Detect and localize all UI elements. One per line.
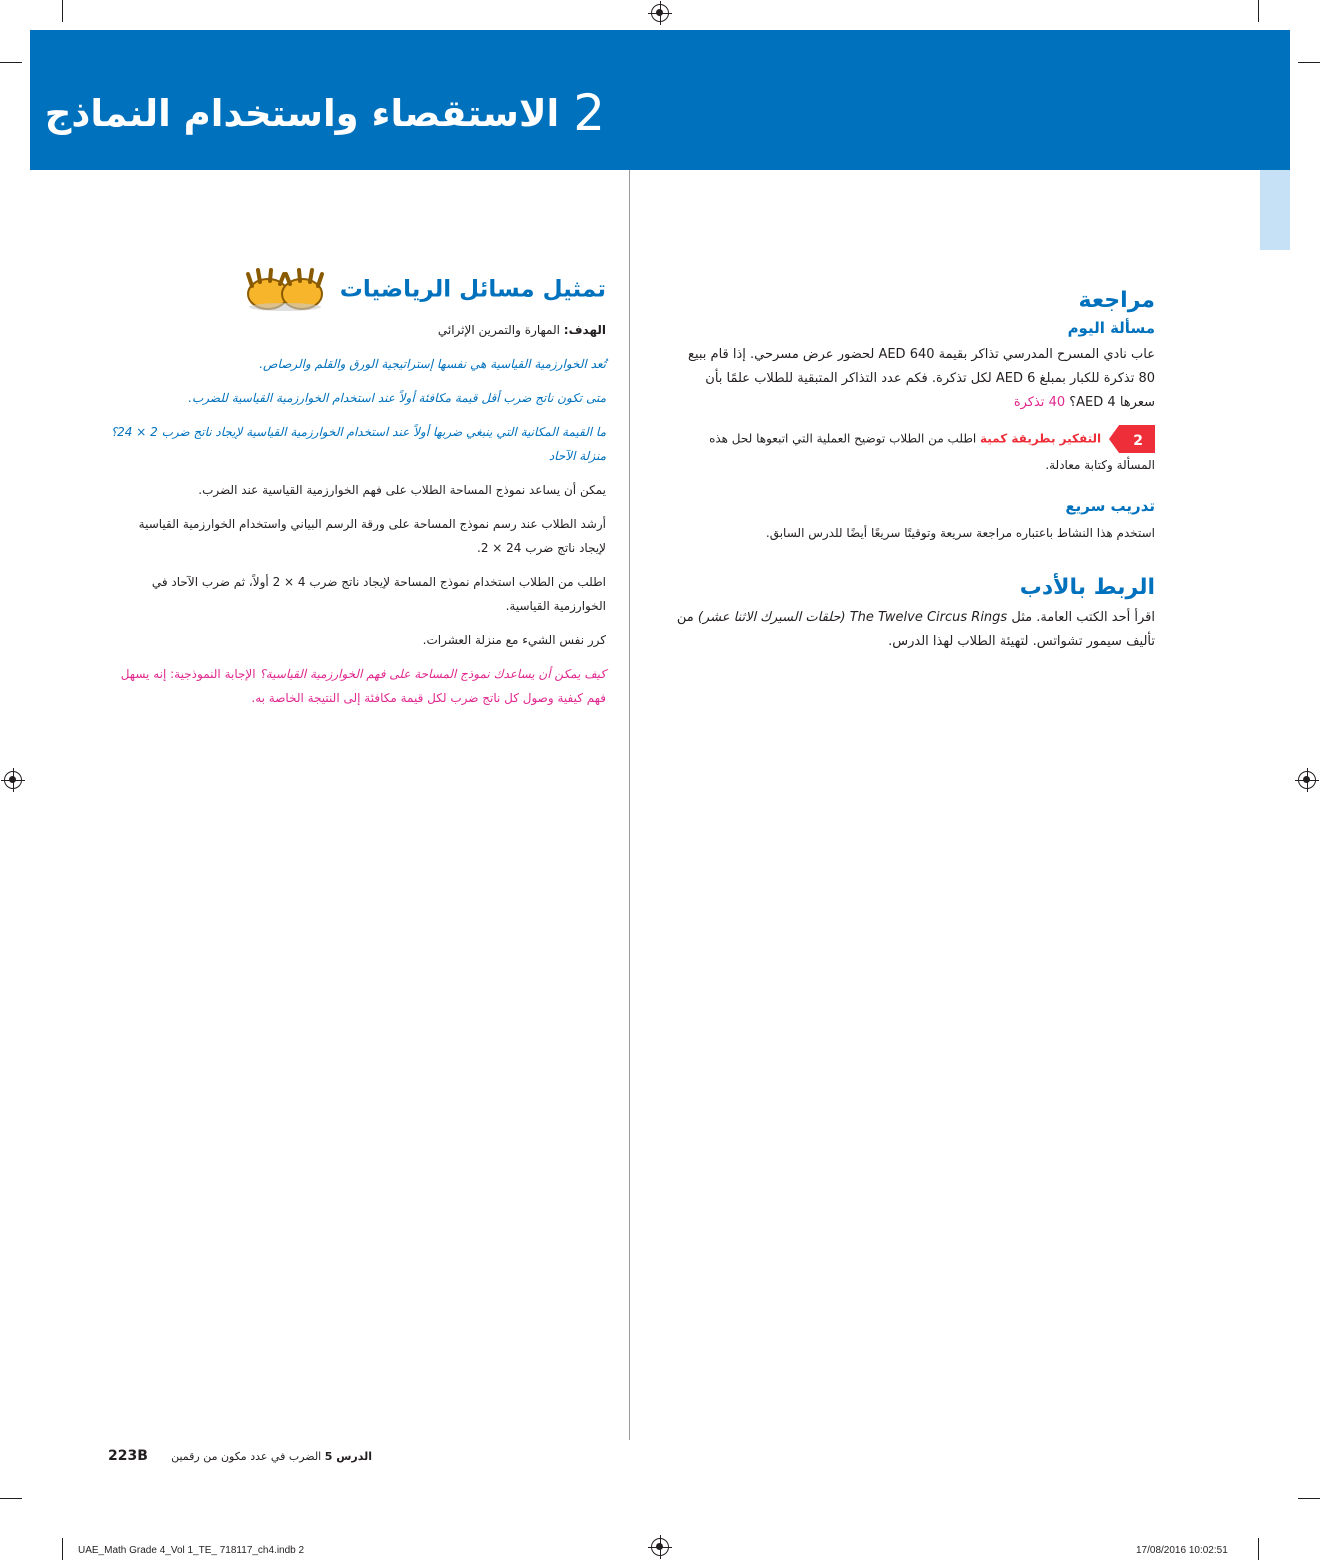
blue-question (108, 420, 606, 468)
column-divider (629, 170, 630, 1440)
side-tab (1260, 170, 1290, 250)
crop-mark (62, 0, 63, 22)
literature-text-1: اقرأ أحد الكتب العامة. مثل (1011, 610, 1155, 625)
strategy-text: اطلب من الطلاب توضيح العملية التي اتبعوها لحل هذه المسألة وكتابة معادلة. (709, 431, 1155, 472)
paragraph-1: يمكن أن يساعد نموذج المساحة الطلاب على فهم الخوارزمية القياسية عند الضرب. (198, 483, 606, 497)
daily-problem-answer: 40 تذكرة (1013, 395, 1066, 410)
left-column (108, 268, 606, 720)
blue-statement-1: تُعد الخوارزمية القياسية هي نفسها إستراتيجية الورق والقلم والرصاص. (259, 357, 606, 371)
right-column (668, 288, 1155, 664)
crop-mark (1258, 0, 1259, 22)
rigor-heading: مراجعة (1078, 288, 1155, 313)
objective (108, 318, 606, 342)
paragraph-4: كرر نفس الشيء مع منزلة العشرات. (422, 633, 606, 647)
chapter-title (45, 84, 605, 142)
section-title (108, 268, 606, 312)
literature-book-en: The Twelve Circus Rings (849, 610, 1008, 625)
strategy-badge-number: 2 (1133, 433, 1143, 449)
lesson-label: الدرس 5 (324, 1450, 372, 1463)
crop-mark (0, 1498, 22, 1499)
registration-mark-icon (1298, 771, 1316, 789)
objective-label: الهدف: (563, 323, 606, 337)
daily-problem-body: عاب نادي المسرح المدرسي تذاكر بقيمة AED 640 لحضور عرض مسرحي. إذا قام ببيع 80 تذكرة للكبار بمبلغ AED 6 لكل تذكرة. فكم عدد التذاكر المتبقية للطلاب علمًا بأن سعرها 4 AED؟ (688, 347, 1155, 410)
crop-mark (0, 62, 22, 63)
pink-answer-text: إنه يسهل فهم كيفية وصول كل ناتج ضرب لكل قيمة مكافئة إلى النتيجة الخاصة به. (120, 667, 606, 705)
strategy-badge (1109, 425, 1155, 453)
lesson-caption (160, 1450, 372, 1463)
blue-question-text: ما القيمة المكانية التي ينبغي ضربها أولاً عند استخدام الخوارزمية القياسية لإيجاد ناتج ضرب 2 (150, 425, 606, 439)
strategy-label: التفكير بطريقة كمية (980, 431, 1102, 446)
registration-mark-icon (651, 4, 669, 22)
section-title-text: تمثيل مسائل الرياضيات (339, 276, 606, 303)
hands-icon (244, 268, 326, 312)
lesson-title: الضرب في عدد مكون من رقمين (171, 1450, 322, 1463)
strategy-note (668, 425, 1155, 477)
pink-answer-label: الإجابة النموذجية: (170, 667, 256, 681)
print-timestamp: 17/08/2016 10:02:51 (1136, 1545, 1228, 1556)
daily-problem-heading: مسألة اليوم (1067, 319, 1155, 337)
quick-practice-heading: تدريب سريع (1065, 497, 1155, 515)
literature-text (668, 606, 1155, 654)
print-file-name: UAE_Math Grade 4_Vol 1_TE_ 718117_ch4.indb 2 (78, 1545, 305, 1556)
paragraph-2: أرشد الطلاب عند رسم نموذج المساحة على ورقة الرسم البياني واستخدام الخوارزمية القياسية لإيجاد ناتج ضرب 24 × 2. (138, 517, 606, 555)
paragraph-3: اطلب من الطلاب استخدام نموذج المساحة لإيجاد ناتج ضرب 4 × 2 أولاً، ثم ضرب الآحاد في الخوارزمية القياسية. (151, 575, 606, 613)
chapter-title-text: الاستقصاء واستخدام النماذج (44, 92, 560, 135)
pink-question (108, 662, 606, 710)
page-number: 223B (108, 1448, 148, 1464)
literature-book-ar: (حلقات السيرك الاثنا عشر) (697, 610, 846, 625)
blue-statement-2: متى تكون ناتج ضرب أقل قيمة مكافئة أولاً عند استخدام الخوارزمية القياسية للضرب. (188, 391, 606, 405)
crop-mark (62, 1538, 63, 1560)
blue-question-answer: × 24؟ منزلة الآحاد (110, 425, 606, 463)
quick-practice-text: استخدم هذا النشاط باعتباره مراجعة سريعة وتوقيتًا سريعًا أيضًا للدرس السابق. (765, 526, 1155, 540)
daily-problem-text (668, 343, 1155, 415)
chapter-number: 2 (573, 84, 605, 142)
pink-question-text: كيف يمكن أن يساعدك نموذج المساحة على فهم الخوارزمية القياسية؟ (259, 667, 606, 681)
registration-mark-icon (651, 1538, 669, 1556)
crop-mark (1298, 62, 1320, 63)
literature-text-2: من تأليف سيمور تشواتس. لتهيئة الطلاب لهذا الدرس. (676, 610, 1155, 649)
literature-heading: الربط بالأدب (1019, 575, 1155, 600)
objective-text: المهارة والتمرين الإثرائي (437, 323, 560, 337)
registration-mark-icon (4, 771, 22, 789)
crop-mark (1258, 1538, 1259, 1560)
crop-mark (1298, 1498, 1320, 1499)
